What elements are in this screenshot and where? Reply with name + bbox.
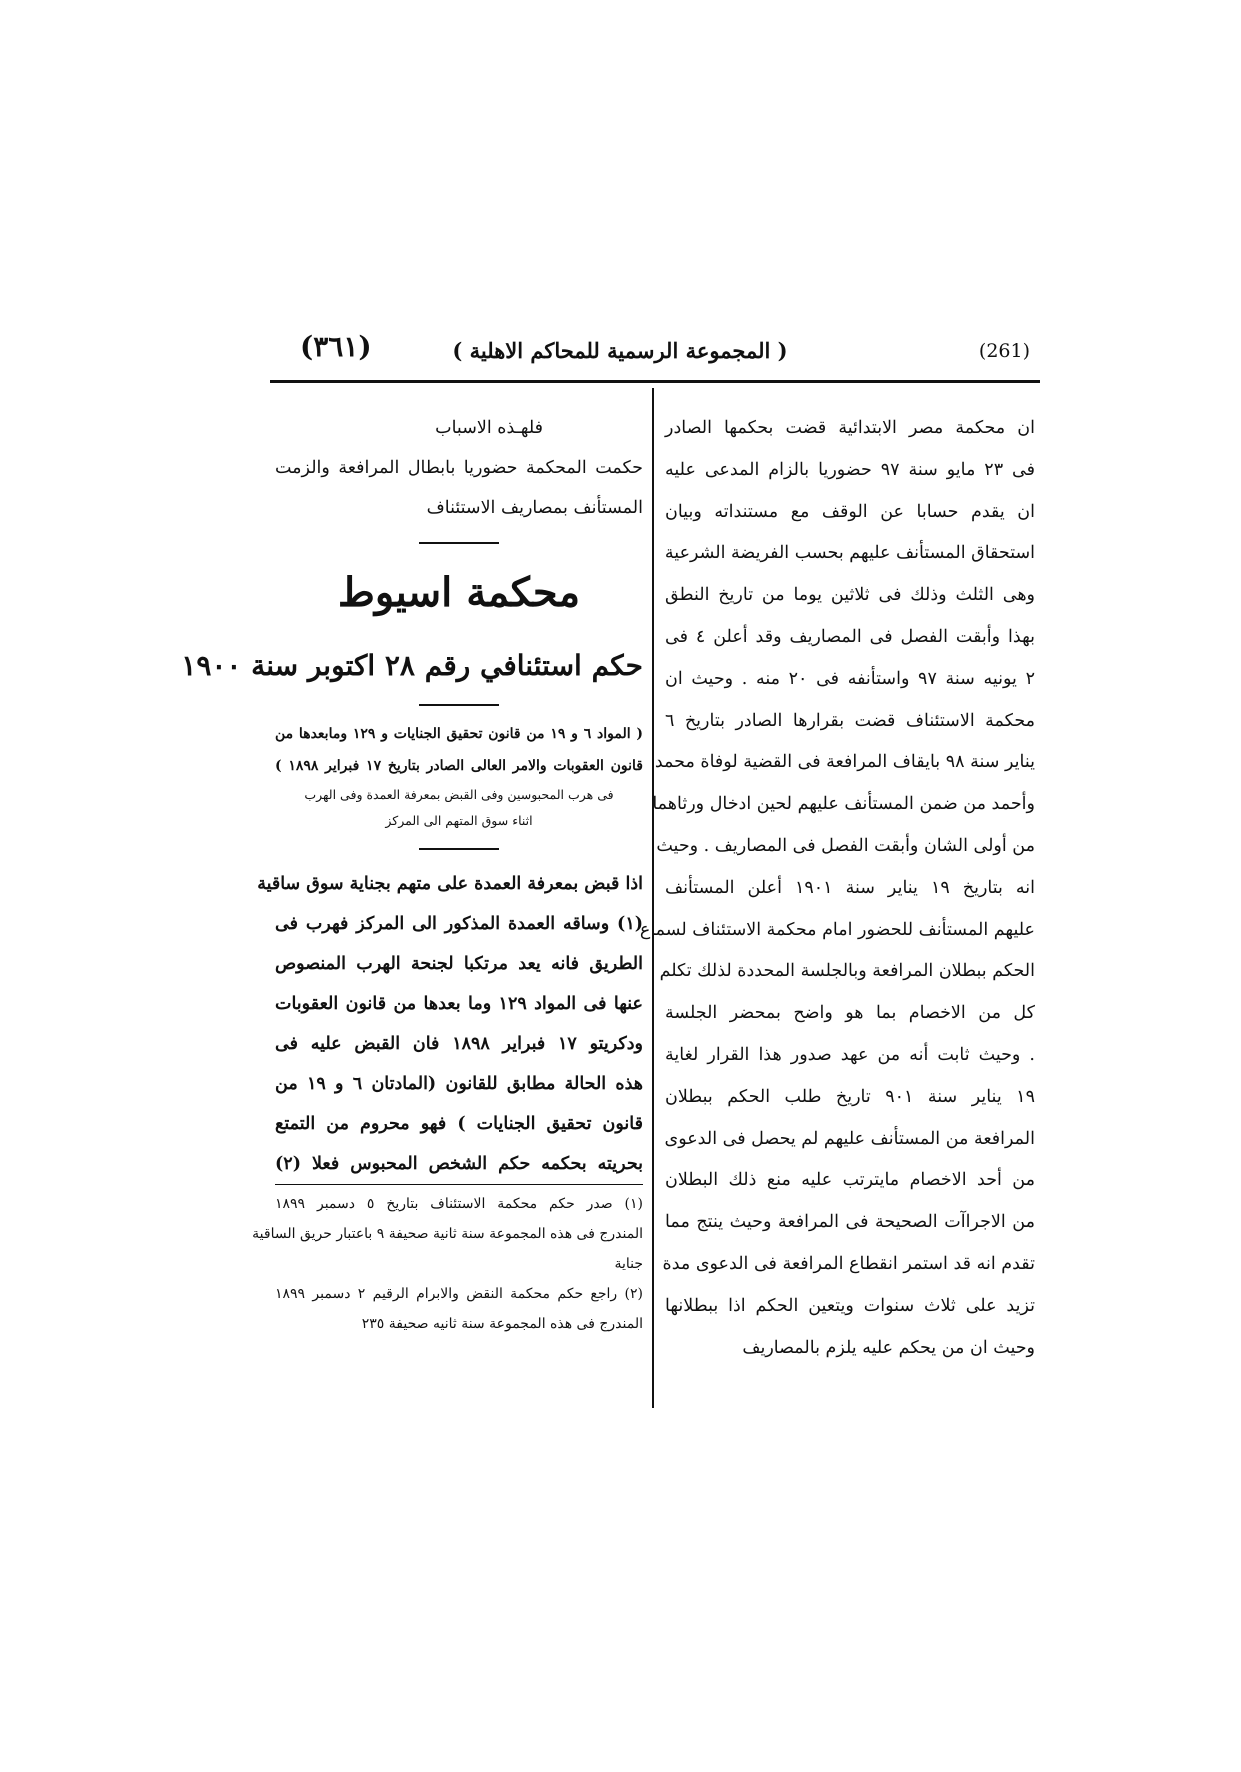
body-line: من أحد الاخصام مايترتب عليه منع ذلك البطلان — [665, 1170, 1035, 1191]
left-column — [181, 408, 644, 1339]
conclusion-line: حكمت المحكمة حضوريا بابطال المرافعة والزمت — [275, 458, 643, 478]
body-line: تزيد على ثلاث سنوات ويتعين الحكم اذا ببطلانها — [665, 1295, 1035, 1316]
body-line: المرافعة من المستأنف عليهم لم يحصل فى الدعوى — [664, 1128, 1035, 1149]
principle-line: ودكريتو ١٧ فبراير ١٨٩٨ فان القبض عليه فى — [275, 1034, 643, 1054]
court-name: محكمة اسيوط — [337, 569, 581, 616]
body-line: وهى الثلث وذلك فى ثلاثين يوما من تاريخ النطق — [665, 585, 1035, 606]
body-line: الحكم ببطلان المرافعة وبالجلسة المحددة لذلك تكلم — [659, 961, 1035, 982]
principle-line: الطريق فانه يعد مرتكبا لجنحة الهرب المنصوص — [275, 954, 643, 974]
principle-line: قانون تحقيق الجنايات ) فهو محروم من التمتع — [275, 1114, 643, 1134]
body-line: وأحمد من ضمن المستأنف عليهم لحين ادخال ورثاهما — [652, 794, 1035, 815]
articles-line: قانون العقوبات والامر العالى الصادر بتاريخ ١٧ فبراير ١٨٩٨ ) — [275, 758, 643, 774]
subject-line: اثناء سوق المتهم الى المركز — [385, 813, 533, 828]
principle-line: اذا قبض بمعرفة العمدة على متهم بجناية سوق ساقية — [257, 874, 643, 894]
body-line: ان يقدم حسابا عن الوقف مع مستنداته وبيان — [665, 501, 1035, 522]
footnote-line: المندرج فى هذه المجموعة سنة ثانيه صحيفة ٢٣٥ — [361, 1316, 643, 1332]
principle-line: عنها فى المواد ١٢٩ وما بعدها من قانون العقوبات — [275, 994, 644, 1014]
judgment-title: حكم استئنافي رقم ٢٨ اكتوبر سنة ١٩٠٠ — [181, 649, 643, 682]
subject-line: فى هرب المحبوسين وفى القبض بمعرفة العمدة وفى الهرب — [304, 787, 614, 802]
body-line: استحقاق المستأنف عليهم بحسب الفريضة الشرعية — [664, 543, 1035, 564]
body-line: . وحيث ثابت أنه من عهد صدور هذا القرار لغاية — [665, 1044, 1035, 1065]
body-line: انه بتاريخ ١٩ يناير سنة ١٩٠١ أعلن المستأنف — [665, 877, 1036, 898]
body-line: ١٩ يناير سنة ٩٠١ تاريخ طلب الحكم ببطلان — [665, 1086, 1035, 1107]
body-line: من الاجراآت الصحيحة فى المرافعة وحيث ينتج مما — [665, 1212, 1035, 1233]
principle-line: (١) وساقه العمدة المذكور الى المركز فهرب فى — [275, 914, 643, 934]
body-line: كل من الاخصام بما هو واضح بمحضر الجلسة — [665, 1003, 1035, 1024]
body-line: فى ٢٣ مايو سنة ٩٧ حضوريا بالزام المدعى عليه — [665, 459, 1035, 480]
body-line: من أولى الشان وأبقت الفصل فى المصاريف . وحيث — [656, 835, 1035, 856]
header-rule — [270, 380, 1040, 383]
conclusion-line: المستأنف بمصاريف الاستئناف — [426, 498, 643, 518]
body-line: وحيث ان من يحكم عليه يلزم بالمصاريف — [742, 1337, 1035, 1358]
separator — [419, 542, 499, 544]
column-divider — [652, 388, 654, 1408]
conclusion-heading: فلهـذه الاسباب — [435, 418, 543, 438]
footnote-line: (١) صدر حكم محكمة الاستئناف بتاريخ ٥ دسمبر ١٨٩٩ — [275, 1196, 643, 1212]
articles-line: ( المواد ٦ و ١٩ من قانون تحقيق الجنايات و ١٢٩ ومابعدها من — [275, 726, 643, 742]
footnote-line: المندرج فى هذه المجموعة سنة ثانية صحيفة ٩ باعتبار حريق الساقية — [252, 1226, 643, 1242]
running-title: ( المجموعة الرسمية للمحاكم الاهلية ) — [452, 338, 788, 363]
body-line: محكمة الاستئناف قضت بقرارها الصادر بتاريخ ٦ — [665, 710, 1035, 731]
body-line: بهذا وأبقت الفصل فى المصاريف وقد أعلن ٤ فى — [665, 626, 1036, 647]
body-line: يناير سنة ٩٨ بايقاف المرافعة فى القضية لوفاة محمد — [654, 752, 1035, 773]
body-line: ان محكمة مصر الابتدائية قضت بحكمها الصادر — [665, 418, 1035, 438]
principle-line: هذه الحالة مطابق للقانون (المادتان ٦ و ١٩ من — [275, 1074, 643, 1094]
body-line: تقدم انه قد استمر انقطاع المرافعة فى الدعوى مدة — [662, 1253, 1035, 1274]
right-column — [639, 408, 1036, 1369]
body-line: عليهم المستأنف للحضور امام محكمة الاستئناف لسماع — [639, 919, 1035, 940]
body-line: ٢ يونيه سنة ٩٧ واستأنفه فى ٢٠ منه . وحيث ان — [665, 668, 1035, 689]
principle-line: بحريته بحكمه حكم الشخص المحبوس فعلا (٢) — [275, 1154, 643, 1174]
footnote-line: جناية — [614, 1256, 643, 1272]
footnote-line: (٢) راجع حكم محكمة النقض والابرام الرقيم ٢ دسمبر ١٨٩٩ — [275, 1286, 643, 1302]
left-page-number: (٣٦١) — [300, 330, 372, 363]
right-page-number: (261) — [978, 340, 1030, 362]
